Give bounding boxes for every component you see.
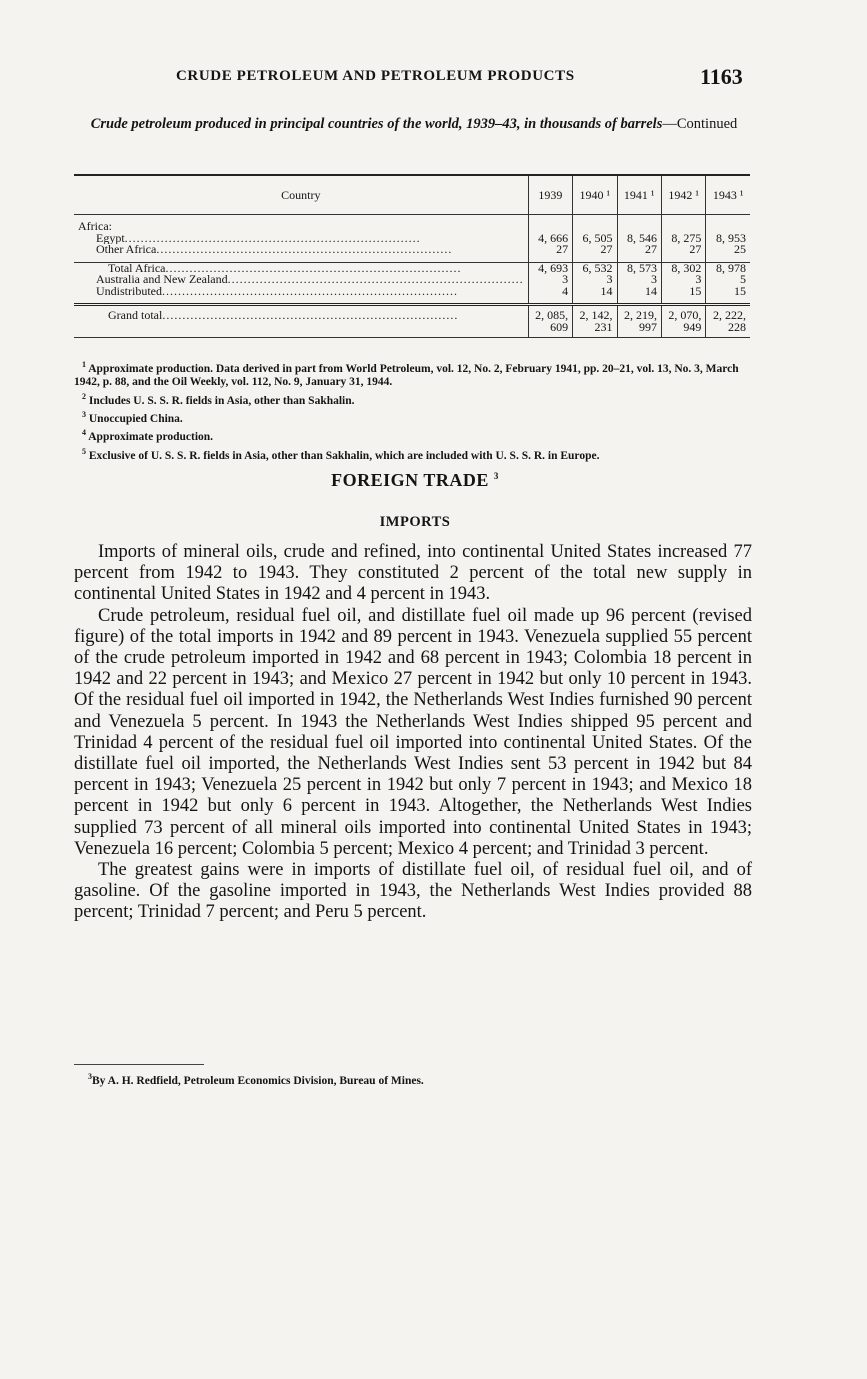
- region-label: Africa:: [78, 221, 112, 233]
- row-label: Egypt: [96, 232, 125, 244]
- row-label: Undistributed: [96, 285, 162, 297]
- table-cell: 4, 666: [528, 233, 572, 245]
- table-cell: 8, 275: [661, 233, 705, 245]
- table-cell: 4: [528, 286, 572, 298]
- table-header-row: [74, 175, 750, 215]
- column-header: 1939: [528, 175, 572, 215]
- column-header: 1943 ¹: [706, 175, 750, 215]
- table-row: [74, 244, 750, 256]
- table-cell: 8, 953: [706, 233, 750, 245]
- table-row: [74, 286, 750, 298]
- table-cell: 15: [706, 286, 750, 298]
- table-cell: 8, 302: [661, 262, 705, 274]
- table-caption-suffix: —Continued: [662, 116, 738, 132]
- column-header: 1942 ¹: [661, 175, 705, 215]
- table-cell: 2, 222, 228: [706, 305, 750, 338]
- column-header: Country: [74, 175, 528, 215]
- table-cell: 25: [706, 244, 750, 256]
- table-cell: 8, 573: [617, 262, 661, 274]
- row-label: Other Africa: [96, 244, 157, 256]
- footnote: $^4$ Approximate production.: [82, 428, 214, 444]
- running-title: CRUDE PETROLEUM AND PETROLEUM PRODUCTS: [176, 68, 575, 84]
- row-label: Total Africa: [108, 262, 166, 274]
- column-header: 1941 ¹: [617, 175, 661, 215]
- table-cell: 3: [661, 274, 705, 286]
- table-cell: 3: [573, 274, 617, 286]
- paragraph: The greatest gains were in imports of distillate fuel oil, of residual fuel oil, and of gasoline. Of the gasoline imported in 1943, the Netherlands West Indies provided 88 percent; Trinidad 7 percent; and Peru 5 percent.: [74, 860, 752, 923]
- grand-total-row: [74, 305, 750, 338]
- table-cell: 2, 142, 231: [573, 305, 617, 338]
- table-cell: 6, 505: [573, 233, 617, 245]
- body-text: [74, 542, 752, 924]
- footnote: $^1$ Approximate production. Data derived in part from World Petroleum, vol. 12, No. 2, February 1941, pp. 20–21, vol. 13, No. 3, March 1942, p. 88, and the Oil Weekly, vol. 112, No. 9, January 31, 1944.: [74, 360, 739, 389]
- table-cell: 8, 978: [706, 262, 750, 274]
- paragraph: Imports of mineral oils, crude and refined, into continental United States increased 77 percent from 1942 to 1943. They constituted 2 percent of the total new supply in continental United States in 1942 and 4 percent in 1943.: [74, 542, 752, 605]
- table-cell: 27: [617, 244, 661, 256]
- production-table: [74, 174, 750, 338]
- table-row: [74, 262, 750, 274]
- table-cell: 8, 546: [617, 233, 661, 245]
- row-label: Australia and New Zealand: [96, 274, 228, 286]
- table-cell: 4, 693: [528, 262, 572, 274]
- row-label: Grand total: [108, 308, 163, 322]
- section-title: FOREIGN TRADE $^3$: [331, 470, 499, 490]
- table-cell: 3: [528, 274, 572, 286]
- table-cell: 27: [528, 244, 572, 256]
- table-footnotes: [74, 358, 752, 463]
- page-number: 1163: [700, 64, 743, 89]
- table-cell: 2, 219, 997: [617, 305, 661, 338]
- table-cell: 14: [573, 286, 617, 298]
- column-header: 1940 ¹: [573, 175, 617, 215]
- table-cell: 27: [661, 244, 705, 256]
- table-cell: 27: [573, 244, 617, 256]
- section-title-mark: 3: [493, 471, 499, 481]
- footnote: $^2$ Includes U. S. S. R. fields in Asia, other than Sakhalin.: [82, 391, 355, 407]
- table-cell: 14: [617, 286, 661, 298]
- table-cell: 6, 532: [573, 262, 617, 274]
- section-subtitle: IMPORTS: [379, 514, 451, 530]
- table-cell: 3: [617, 274, 661, 286]
- table-cell: 15: [661, 286, 705, 298]
- table-caption: [74, 115, 754, 134]
- footnote-rule: [74, 1064, 204, 1065]
- table-caption-text: Crude petroleum produced in principal countries of the world, 1939–43, in thousands of barrels: [90, 116, 663, 132]
- table-cell: 2, 085, 609: [528, 305, 572, 338]
- table-cell: 2, 070, 949: [661, 305, 705, 338]
- footnote: $^5$ Exclusive of U. S. S. R. fields in Asia, other than Sakhalin, which are included with U. S. S. R. in Europe.: [82, 446, 600, 462]
- table-cell: 5: [706, 274, 750, 286]
- footnote: $^3$ Unoccupied China.: [82, 410, 183, 425]
- bottom-footnote: $^3$By A. H. Redfield, Petroleum Economics Division, Bureau of Mines.: [88, 1072, 424, 1087]
- paragraph: Crude petroleum, residual fuel oil, and distillate fuel oil made up 96 percent (revised figure) of the total imports in 1942 and 89 percent in 1943. Venezuela supplied 55 percent of the crude petroleum imported in 1942 and 68 percent in 1943; Colombia 18 percent in 1942 and 22 percent in 1943; and Mexico 27 percent in 1942 but only 10 percent in 1943. Of the residual fuel oil imported in 1942, the Netherlands West Indies furnished 90 percent and Venezuela 5 percent. In 1943 the Netherlands West Indies shipped 95 percent and Trinidad 4 percent of the residual fuel oil imported into continental United States. Of the distillate fuel oil imported, the Netherlands West Indies sent 53 percent in 1942 but 84 percent in 1943; Venezuela 25 percent in 1942 but only 7 percent in 1943; and Mexico 18 percent in 1942 but only 6 percent in 1943. Altogether, the Netherlands West Indies supplied 73 percent of all mineral oils imported into continental United States in 1943; Venezuela 16 percent; Colombia 5 percent; Mexico 4 percent; and Trinidad 3 percent.: [74, 605, 752, 859]
